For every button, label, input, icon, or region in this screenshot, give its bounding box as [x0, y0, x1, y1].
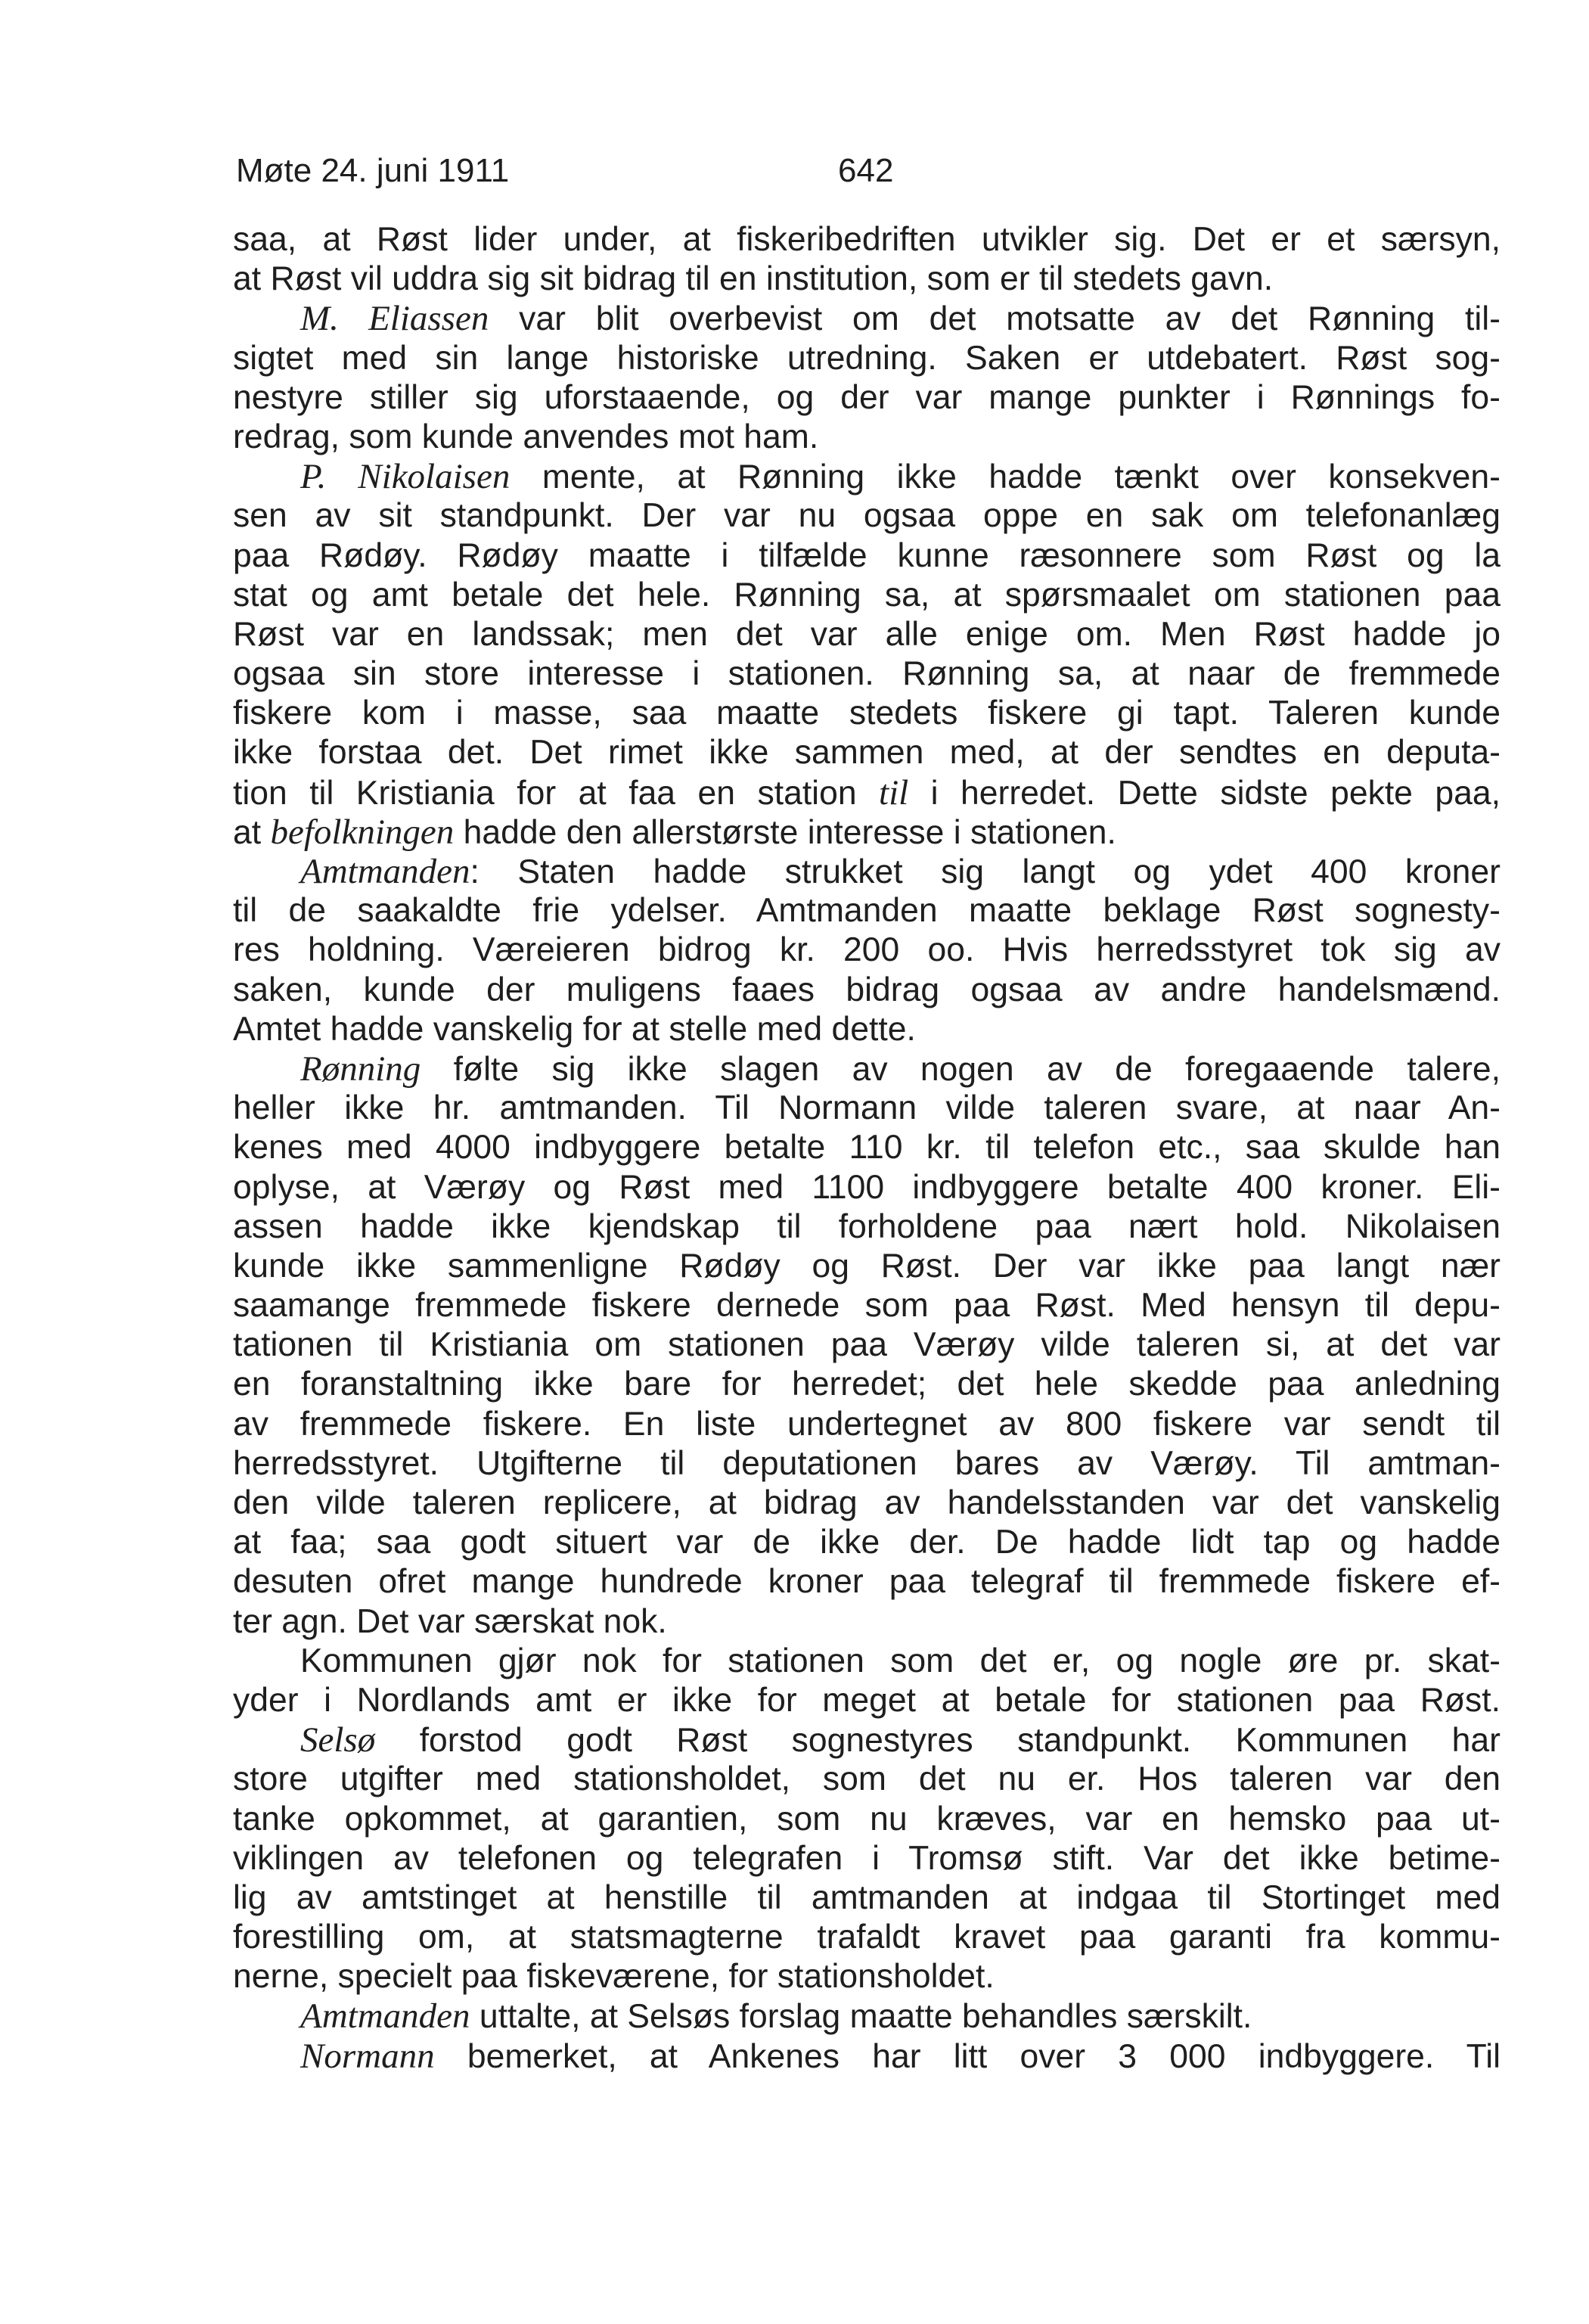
- text-line: Rønning følte sig ikke slagen av nogen av de foregaaende talere,: [300, 1049, 1501, 1089]
- text-line: kunde ikke sammenligne Rødøy og Røst. Der var ikke paa langt nær: [233, 1247, 1501, 1285]
- text-line: tanke opkommet, at garantien, som nu kræves, var en hemsko paa ut-: [233, 1800, 1501, 1838]
- text-line: ter agn. Det var særskat nok.: [233, 1602, 667, 1640]
- text-line: at faa; saa godt situert var de ikke der. De hadde lidt tap og hadde: [233, 1524, 1501, 1561]
- text-line: den vilde taleren replicere, at bidrag av handelsstanden var det vanskelig: [233, 1484, 1501, 1521]
- speaker-name: Amtmanden: [300, 852, 470, 891]
- text-line: store utgifter med stationsholdet, som det nu er. Hos taleren var den: [233, 1760, 1501, 1798]
- text-line: forestilling om, at statsmagterne trafaldt kravet paa garanti fra kommu-: [233, 1919, 1501, 1956]
- text-line: Røst var en landssak; men det var alle enige om. Men Røst hadde jo: [233, 615, 1501, 653]
- text-line: saa, at Røst lider under, at fiskeribedriften utvikler sig. Det er et særsyn,: [233, 221, 1501, 258]
- text-line: ikke forstaa det. Det rimet ikke sammen med, at der sendtes en deputa-: [233, 734, 1501, 772]
- text-line: nerne, specielt paa fiskeværene, for stationsholdet.: [233, 1958, 995, 1996]
- page-number: 642: [838, 152, 894, 189]
- emphasized-word: til: [879, 772, 909, 812]
- body-text: [233, 220, 1501, 2076]
- page-header: [236, 148, 902, 194]
- text-line: yder i Nordlands amt er ikke for meget at betale for stationen paa Røst.: [233, 1681, 1501, 1719]
- text-line: viklingen av telefonen og telegrafen i Tromsø stift. Var det ikke betime-: [233, 1839, 1501, 1877]
- text-line: nestyre stiller sig uforstaaende, og der var mange punkter i Rønnings fo-: [233, 378, 1501, 416]
- speaker-name: Normann: [300, 2036, 435, 2076]
- text-line: Selsø forstod godt Røst sognestyres standpunkt. Kommunen har: [300, 1720, 1501, 1760]
- text-line: til de saakaldte frie ydelser. Amtmanden maatte beklage Røst sognesty-: [233, 892, 1501, 930]
- emphasized-word: befolkningen: [270, 812, 455, 852]
- speaker-name: M. Eliassen: [300, 299, 489, 339]
- text-line: kenes med 4000 indbyggere betalte 110 kr. til telefon etc., saa skulde han: [233, 1129, 1501, 1167]
- text-line: P. Nikolaisen mente, at Rønning ikke hadde tænkt over konsekven-: [300, 457, 1501, 497]
- text-line: av fremmede fiskere. En liste undertegnet av 800 fiskere var sendt til: [233, 1405, 1501, 1443]
- text-line: tion til Kristiania for at faa en station til i herredet. Dette sidste pekte paa,: [233, 772, 1501, 812]
- text-line: Amtet hadde vanskelig for at stelle med dette.: [233, 1010, 916, 1048]
- speaker-name: Rønning: [300, 1049, 421, 1089]
- text-line: oplyse, at Værøy og Røst med 1100 indbyggere betalte 400 kroner. Eli-: [233, 1168, 1501, 1206]
- text-line: at Røst vil uddra sig sit bidrag til en institution, som er til stedets gavn.: [233, 260, 1274, 298]
- text-line: tationen til Kristiania om stationen paa Værøy vilde taleren si, at det var: [233, 1326, 1501, 1364]
- text-line: Amtmanden uttalte, at Selsøs forslag maatte behandles særskilt.: [300, 1996, 1252, 2037]
- text-line: ogsaa sin store interesse i stationen. Rønning sa, at naar de fremmede: [233, 655, 1501, 693]
- text-line: assen hadde ikke kjendskap til forholdene paa nært hold. Nikolaisen: [233, 1207, 1501, 1245]
- text-line: M. Eliassen var blit overbevist om det motsatte av det Rønning til-: [300, 299, 1501, 339]
- text-line: saken, kunde der muligens faaes bidrag ogsaa av andre handelsmænd.: [233, 971, 1501, 1008]
- speaker-name: P. Nikolaisen: [300, 457, 511, 497]
- text-line: Normann bemerket, at Ankenes har litt over 3 000 indbyggere. Til: [300, 2036, 1501, 2076]
- text-line: heller ikke hr. amtmanden. Til Normann vilde taleren svare, at naar An-: [233, 1089, 1501, 1127]
- text-line: stat og amt betale det hele. Rønning sa, at spørsmaalet om stationen paa: [233, 576, 1501, 614]
- text-line: saamange fremmede fiskere dernede som paa Røst. Med hensyn til depu-: [233, 1287, 1501, 1325]
- text-line: sigtet med sin lange historiske utredning. Saken er utdebatert. Røst sog-: [233, 339, 1501, 377]
- text-line: at befolkningen hadde den allerstørste interesse i stationen.: [233, 812, 1116, 852]
- text-line: desuten ofret mange hundrede kroner paa telegraf til fremmede fiskere ef-: [233, 1563, 1501, 1601]
- running-title: Møte 24. juni 1911: [236, 152, 510, 189]
- text-line: lig av amtstinget at henstille til amtmanden at indgaa til Stortinget med: [233, 1878, 1501, 1916]
- speaker-name: Selsø: [300, 1720, 376, 1760]
- text-line: fiskere kom i masse, saa maatte stedets fiskere gi tapt. Taleren kunde: [233, 694, 1501, 732]
- text-line: en foranstaltning ikke bare for herredet; det hele skedde paa anledning: [233, 1366, 1501, 1403]
- speaker-name: Amtmanden: [300, 1996, 470, 2037]
- text-line: paa Rødøy. Rødøy maatte i tilfælde kunne ræsonnere som Røst og la: [233, 536, 1501, 574]
- text-line: sen av sit standpunkt. Der var nu ogsaa oppe en sak om telefonanlæg: [233, 497, 1501, 535]
- text-line: redrag, som kunde anvendes mot ham.: [233, 418, 819, 455]
- text-line: Amtmanden: Staten hadde strukket sig langt og ydet 400 kroner: [300, 852, 1501, 891]
- text-line: res holdning. Væreieren bidrog kr. 200 oo. Hvis herredsstyret tok sig av: [233, 931, 1501, 969]
- text-line: Kommunen gjør nok for stationen som det er, og nogle øre pr. skat-: [300, 1642, 1501, 1679]
- text-line: herredsstyret. Utgifterne til deputationen bares av Værøy. Til amtman-: [233, 1444, 1501, 1482]
